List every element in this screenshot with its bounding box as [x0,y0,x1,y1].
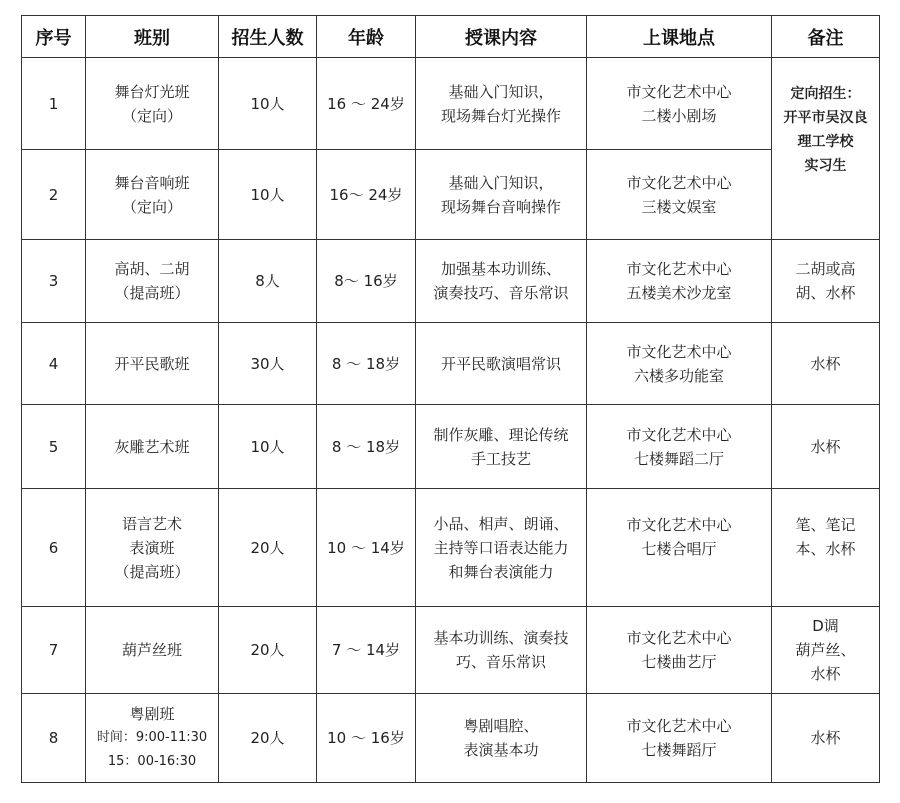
content-line: 演奏技巧、音乐常识 [433,284,569,302]
content-line: 巧、音乐常识 [455,653,546,671]
content-line: 加强基本功训练、 [440,260,561,278]
remark-line: 本、水杯 [795,540,856,558]
location-line: 市文化艺术中心 [626,425,732,444]
remark-line: 胡、水杯 [795,284,856,302]
location-line: 市文化艺术中心 [626,82,732,101]
location-line: 七楼曲艺厅 [641,653,717,671]
row-enrollment: 20人 [219,694,317,783]
table-row [22,405,880,489]
class-name-line: 葫芦丝班 [121,641,182,659]
row-content [416,694,587,783]
class-name-line: （定向） [121,106,182,125]
location-line: 七楼合唱厅 [641,540,717,558]
row-enrollment: 30人 [219,323,317,405]
shared-remark-cell [772,58,880,240]
row-content [416,150,587,240]
row-class-name [86,150,219,240]
class-enrollment-table [21,15,880,783]
table-row [22,323,880,405]
row-seq: 6 [22,489,86,607]
content-line: 主持等口语表达能力 [433,538,569,557]
row-remarks [772,405,880,489]
remark-line: 笔、笔记 [795,516,856,534]
row-content [416,240,587,323]
row-age: 16～ 24岁 [317,150,416,240]
location-line: 市文化艺术中心 [626,516,732,534]
content-line: 表演基本功 [463,741,539,759]
row-enrollment: 8人 [219,240,317,323]
row-location [587,240,772,323]
remark-line: 理工学校 [797,134,854,150]
table-row [22,150,880,240]
row-age: 10 ～ 16岁 [317,694,416,783]
row-age: 16 ～ 24岁 [317,58,416,150]
class-name-line: 舞台音响班 [114,173,190,192]
row-content [416,58,587,150]
class-name-line: 语言艺术 [121,514,182,533]
table-row [22,489,880,607]
row-seq: 5 [22,405,86,489]
header-seq: 序号 [22,16,86,58]
row-enrollment: 20人 [219,489,317,607]
remark-line: 实习生 [804,158,847,174]
row-class-name [86,58,219,150]
row-remarks [772,694,880,783]
row-content [416,405,587,489]
row-location [587,694,772,783]
row-location [587,607,772,694]
class-name-line: （定向） [121,197,182,216]
remark-line: 定向招生： [790,86,861,102]
remark-line: D调 [812,617,839,635]
content-line: 粤剧唱腔、 [463,717,539,735]
table-row [22,240,880,323]
remark-line: 葫芦丝、 [795,641,856,659]
row-content [416,489,587,607]
row-seq: 2 [22,150,86,240]
remark-line: 水杯 [810,665,841,683]
location-line: 七楼舞蹈二厅 [633,449,724,468]
content-line: 手工技艺 [470,449,531,468]
content-line: 基本功训练、演奏技 [433,629,569,647]
row-location [587,150,772,240]
table-row [22,58,880,150]
location-line: 七楼舞蹈厅 [641,741,717,759]
header-content: 授课内容 [416,16,587,58]
remark-line: 开平市吴汉良 [783,110,868,126]
content-line: 制作灰雕、理论传统 [433,425,569,444]
class-name-line: 开平民歌班 [114,354,190,373]
row-location [587,489,772,607]
row-age: 8～ 16岁 [317,240,416,323]
class-schedule-sheet [21,15,880,783]
location-line: 六楼多功能室 [633,366,724,385]
location-line: 三楼文娱室 [641,197,717,216]
class-schedule-line: 时间：9:00-11:30 [96,730,208,745]
row-class-name [86,694,219,783]
header-enrollment: 招生人数 [219,16,317,58]
row-location [587,58,772,150]
row-enrollment: 10人 [219,405,317,489]
row-class-name [86,607,219,694]
header-remarks: 备注 [772,16,880,58]
row-age: 8 ～ 18岁 [317,323,416,405]
row-class-name [86,323,219,405]
table-header-row [22,16,880,58]
row-seq: 7 [22,607,86,694]
header-location: 上课地点 [587,16,772,58]
content-line: 小品、相声、朗诵、 [433,514,569,533]
row-age: 7 ～ 14岁 [317,607,416,694]
remark-line: 水杯 [810,354,841,373]
row-seq: 8 [22,694,86,783]
class-name-line: （提高班） [114,562,190,581]
remark-line: 水杯 [810,437,841,456]
row-enrollment: 20人 [219,607,317,694]
header-class-name: 班别 [86,16,219,58]
class-name-line: 粤剧班 [129,705,175,723]
remark-line: 水杯 [810,729,841,747]
row-content [416,607,587,694]
row-age: 10 ～ 14岁 [317,489,416,607]
row-seq: 1 [22,58,86,150]
row-remarks [772,240,880,323]
location-line: 市文化艺术中心 [626,342,732,361]
row-age: 8 ～ 18岁 [317,405,416,489]
content-line: 基础入门知识， [448,173,554,192]
row-class-name [86,489,219,607]
class-name-line: 高胡、二胡 [114,260,190,278]
row-seq: 4 [22,323,86,405]
row-class-name [86,405,219,489]
class-name-line: 舞台灯光班 [114,82,190,101]
location-line: 五楼美术沙龙室 [626,284,732,302]
content-line: 和舞台表演能力 [448,562,554,581]
table-row [22,694,880,783]
location-line: 市文化艺术中心 [626,717,732,735]
row-enrollment: 10人 [219,58,317,150]
location-line: 市文化艺术中心 [626,260,732,278]
row-class-name [86,240,219,323]
class-schedule-line: 15：00-16:30 [107,754,197,769]
class-name-line: 灰雕艺术班 [114,437,190,456]
header-age: 年龄 [317,16,416,58]
row-location [587,405,772,489]
location-line: 二楼小剧场 [641,106,717,125]
class-name-line: 表演班 [129,538,175,557]
remark-line: 二胡或高 [795,260,856,278]
location-line: 市文化艺术中心 [626,629,732,647]
row-location [587,323,772,405]
table-row [22,607,880,694]
row-content [416,323,587,405]
location-line: 市文化艺术中心 [626,173,732,192]
row-remarks [772,607,880,694]
content-line: 现场舞台音响操作 [440,197,561,216]
content-line: 现场舞台灯光操作 [440,106,561,125]
row-enrollment: 10人 [219,150,317,240]
content-line: 开平民歌演唱常识 [440,354,561,373]
row-seq: 3 [22,240,86,323]
class-name-line: （提高班） [114,284,190,302]
content-line: 基础入门知识， [448,82,554,101]
row-remarks [772,489,880,607]
row-remarks [772,323,880,405]
